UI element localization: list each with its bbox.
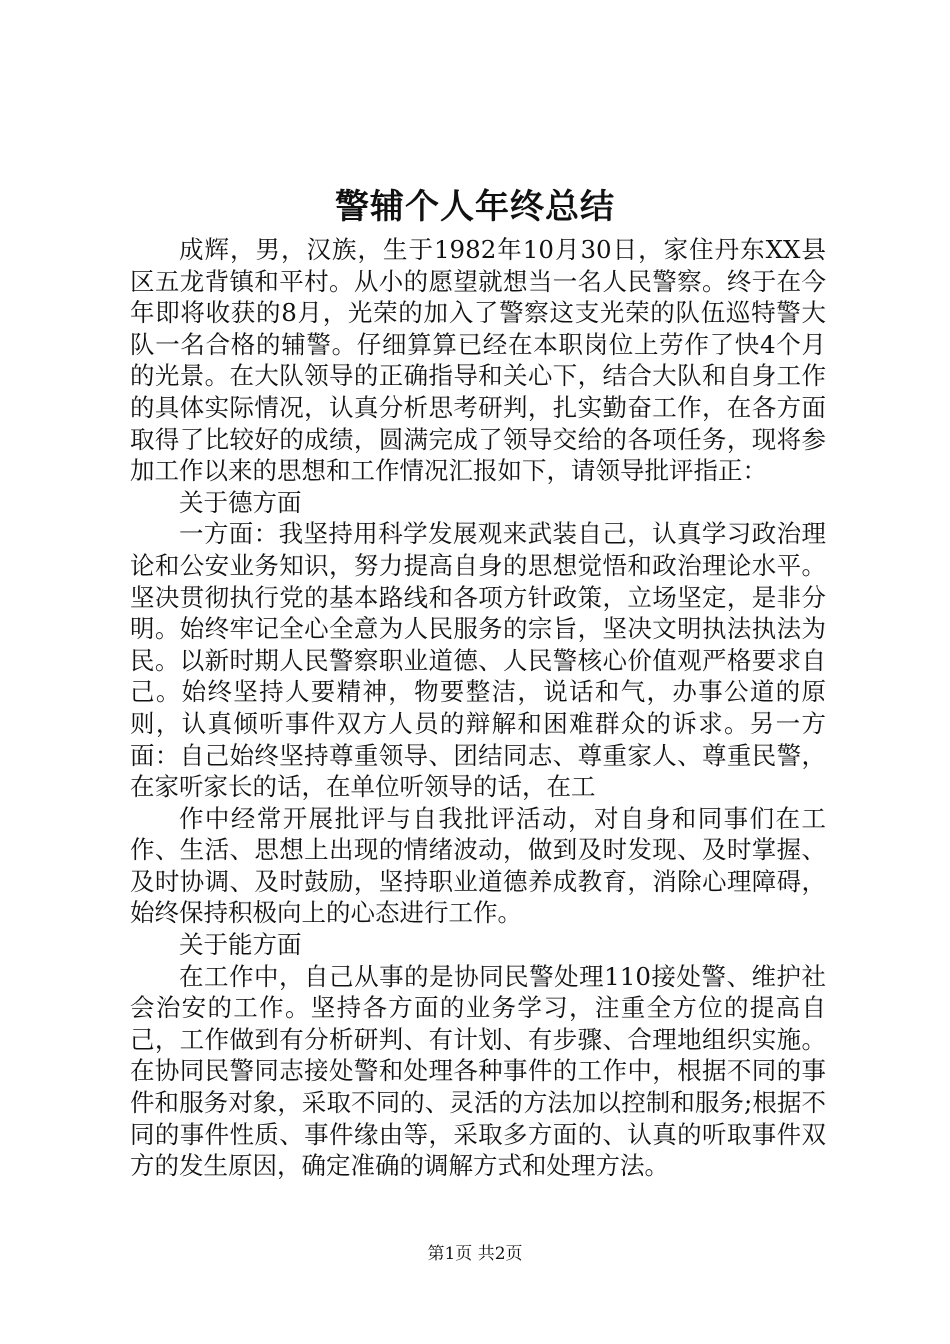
paragraph-morality-2: 作中经常开展批评与自我批评活动，对自身和同事们在工作、生活、思想上出现的情绪波动，做到及时发现、及时掌握、及时协调、及时鼓励，坚持职业道德养成教育，消除心理障碍，始终保持积极向上的心态进行工作。 (130, 803, 826, 928)
document-body (130, 234, 826, 1182)
section-heading-morality: 关于德方面 (179, 487, 302, 517)
paragraph-intro: 成辉，男，汉族，生于1982年10月30日，家住丹东XX县区五龙背镇和平村。从小的愿望就想当一名人民警察。终于在今年即将收获的8月，光荣的加入了警察这支光荣的队伍巡特警大队一名合格的辅警。仔细算算已经在本职岗位上劳作了快4个月的光景。在大队领导的正确指导和关心下，结合大队和自身工作的具体实际情况，认真分析思考研判，扎实勤奋工作，在各方面取得了比较好的成绩，圆满完成了领导交给的各项任务，现将参加工作以来的思想和工作情况汇报如下，请领导批评指正： (130, 235, 826, 486)
document-title: 警辅个人年终总结 (335, 187, 615, 227)
section-heading-ability: 关于能方面 (179, 930, 302, 960)
page-number-footer: 第1页 共2页 (427, 1244, 523, 1264)
paragraph-morality-1: 一方面：我坚持用科学发展观来武装自己，认真学习政治理论和公安业务知识，努力提高自身的思想觉悟和政治理论水平。坚决贯彻执行党的基本路线和各项方针政策，立场坚定，是非分明。始终牢记全心全意为人民服务的宗旨，坚决文明执法执法为民。以新时期人民警察职业道德、人民警核心价值观严格要求自己。始终坚持人要精神，物要整洁，说话和气，办事公道的原则，认真倾听事件双方人员的辩解和困难群众的诉求。另一方面：自己始终坚持尊重领导、团结同志、尊重家人、尊重民警，在家听家长的话，在单位听领导的话，在工 (130, 519, 826, 802)
paragraph-ability: 在工作中，自己从事的是协同民警处理110接处警、维护社会治安的工作。坚持各方面的业务学习，注重全方位的提高自己，工作做到有分析研判、有计划、有步骤、合理地组织实施。在协同民警同志接处警和处理各种事件的工作中，根据不同的事件和服务对象，采取不同的、灵活的方法加以控制和服务;根据不同的事件性质、事件缘由等，采取多方面的、认真的听取事件双方的发生原因，确定准确的调解方式和处理方法。 (130, 961, 826, 1181)
